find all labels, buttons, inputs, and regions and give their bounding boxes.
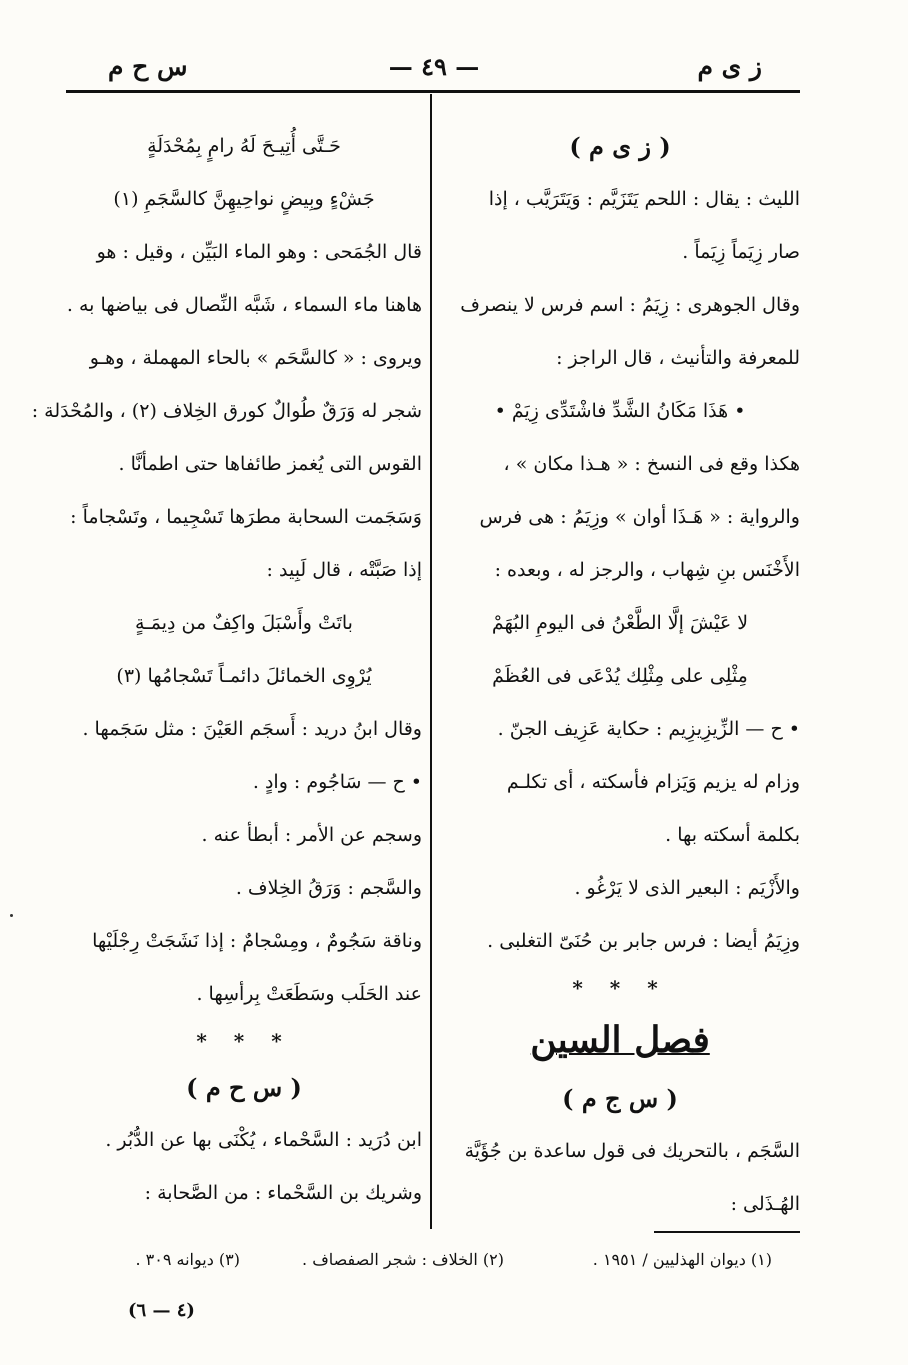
column-divider — [430, 94, 432, 1229]
left-col-heading-18: ( س ح م ) — [186, 1073, 302, 1102]
right-col-line-8: الأَخْنَس بنِ شِهاب ، والرجز له ، وبعده : — [494, 559, 800, 581]
right-col-line-6: هكذا وقع فى النسخ : « هـذا مكان » ، — [503, 453, 800, 475]
page-number: — ٤٩ — — [388, 52, 480, 81]
left-col-line-16: عند الحَلَب وسَطَعَتْ بِرأسِها . — [196, 983, 422, 1005]
left-col-line-13: وسجم عن الأمر : أبطأ عنه . — [201, 824, 422, 846]
right-col-line-11: • ح — الزِّيزِيزِيم : حكاية عَزِيف الجنّ . — [497, 718, 800, 740]
left-col-line-4: ويروى : « كالسَّحَم » بالحاء المهملة ، وهـو — [89, 347, 422, 369]
left-col-line-14: والسَّجم : وَرَقُ الخِلاف . — [235, 877, 422, 899]
header-rule — [66, 90, 800, 93]
footnote-3: (٣) ديوانه ٣٠٩ . — [135, 1250, 240, 1269]
header-left-root: س ح م — [108, 52, 188, 81]
left-col-verse-10: يُرْوِى الخمائلَ دائمـاً تَسْجامُها (٣) — [116, 665, 372, 687]
right-col-stars-16: * * * — [572, 976, 668, 1000]
right-col-line-3: وقال الجوهرى : زِيَمُ : اسم فرس لا ينصرف — [460, 294, 800, 316]
left-col-line-12: • ح — سَاجُوم : وادٍ . — [252, 771, 422, 793]
left-col-line-2: قال الجُمَحى : وهو الماء البَيِّن ، وقيل : هو — [96, 241, 422, 263]
footnote-1: (١) ديوان الهذليين / ١٩٥١ . — [592, 1250, 772, 1269]
right-col-verse-10: مِثْلِى على مِثْلِك يُدْعَى فى العُظَمْ — [492, 665, 748, 687]
left-col-line-7: وَسَجَمت السحابة مطرَها تَسْجِيما ، وتَسْجاماً : — [70, 506, 422, 528]
right-col-verse-9: لا عَيْشَ إلَّا الطَّعْنُ فى اليومِ البُهَمْ — [491, 612, 749, 634]
right-col-heading-0: ( ز ى م ) — [569, 132, 671, 161]
right-column — [440, 120, 800, 1231]
left-col-line-5: شجر له وَرَقٌ طُوالٌ كورق الخِلاف (٢) ، والمُحْدَلة : — [31, 400, 422, 422]
right-col-line-7: والرواية : « هَـذَا أوان » وزِيَمُ : هى فرس — [479, 506, 800, 528]
footnotes — [80, 1250, 800, 1280]
left-col-line-6: القوس التى يُغمز طائفاها حتى اطمأنَّا . — [118, 453, 422, 475]
right-col-line-1: الليث : يقال : اللحم يَتَزَيَّم : وَيَتَرَيَّب ، إذا — [488, 188, 800, 210]
header-right-root: ز ى م — [697, 52, 762, 81]
left-col-stars-17: * * * — [196, 1029, 292, 1053]
right-col-line-15: وزِيَمُ أيضا : فرس جابر بن حُنَىّ التغلبى . — [487, 930, 800, 952]
right-col-line-13: بكلمة أسكته بها . — [665, 824, 800, 846]
page-header — [68, 52, 800, 88]
signature-mark: (٤ — ٦) — [128, 1300, 195, 1321]
right-col-line-14: والأَزْيَم : البعير الذى لا يَرْغُو . — [574, 877, 800, 899]
left-col-line-8: إذا صَبَّتْه ، قال لَبِيد : — [266, 559, 422, 581]
scan-speck — [10, 914, 13, 917]
right-col-line-4: للمعرفة والتأنيث ، قال الراجز : — [556, 347, 800, 369]
left-col-verse-9: باتَتْ وأَسْبَلَ واكِفٌ من دِيمَـةٍ — [135, 612, 353, 634]
left-col-line-20: وشريك بن السَّحْماء : من الصَّحابة : — [144, 1182, 422, 1204]
right-col-line-20: الهُـذَلى : — [730, 1193, 800, 1215]
right-col-verse-5: • هَذَا مَكَانُ الشَّدِّ فاشْتَدِّى زِيَمْ • — [494, 400, 746, 422]
left-col-line-15: وناقة سَجُومٌ ، ومِسْجامٌ : إذا نَشَجَتْ رِجْلَيْها — [92, 930, 422, 952]
left-column — [31, 120, 422, 1220]
right-col-line-12: وزام له يزيم وَيَزام فأسكته ، أى تكلـم — [506, 771, 800, 793]
footnote-2: (٢) الخلاف : شجر الصفصاف . — [302, 1250, 504, 1269]
left-col-verse-0: حَـتَّى أُتِيـحَ لَهُ رامٍ بِمُحْدَلَةٍ — [147, 135, 341, 157]
left-col-line-19: ابن دُرَيد : السَّحْماء ، يُكْنَى بها عن الدُّبُر . — [105, 1129, 422, 1151]
right-col-heading-18: ( س ج م ) — [562, 1084, 678, 1113]
left-col-line-11: وقال ابنُ دريد : أَسجَم العَيْنَ : مثل سَجَمها . — [82, 718, 422, 740]
left-col-verse-1: جَشْءٍ وبِيضٍ نواحِيهِنَّ كالسَّجَمِ (١) — [113, 188, 375, 210]
right-col-section-17: فصل السين — [530, 1019, 710, 1061]
footnote-rule — [654, 1231, 800, 1233]
right-col-line-19: السَّجَم ، بالتحريك فى قول ساعدة بن جُؤَيَّة — [464, 1140, 800, 1162]
right-col-line-2: صار زِيَماً زِيَماً . — [682, 241, 800, 263]
left-col-line-3: هاهنا ماء السماء ، شَبَّه النِّصال فى بياضها به . — [66, 294, 422, 316]
